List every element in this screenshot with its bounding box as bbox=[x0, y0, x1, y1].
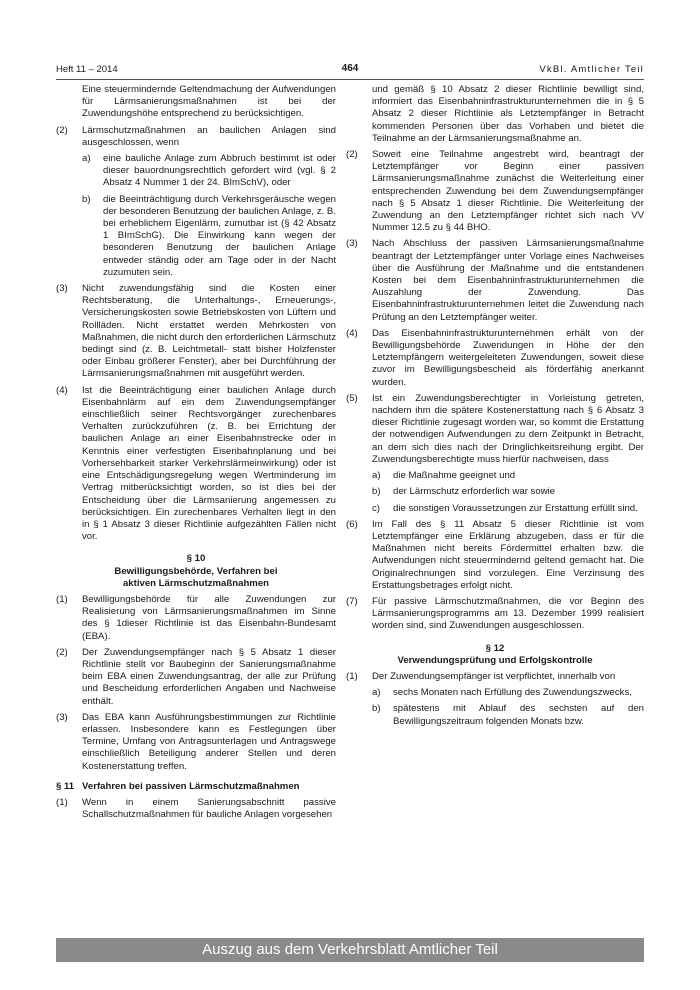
section-title: Bewilligungsbehörde, Verfahren bei bbox=[114, 565, 278, 577]
paragraph-text: Wenn in einem Sanierungsabschnitt passive Schallschutzmaßnahmen für bauliche Anlagen vorgesehen bbox=[82, 796, 336, 821]
paragraph bbox=[56, 797, 336, 821]
paragraph-text: Der Zuwendungsempfänger nach § 5 Absatz 1 dieser Richtlinie stellt vor Baubeginn der Sanierungsmaßnahme beim EBA einen Zuwendungsantrag, der alle zur Prüfung und Bescheidung erforderlichen Angaben und Nachweise enthält. bbox=[82, 646, 336, 707]
issue-label: Heft 11 – 2014 bbox=[56, 64, 118, 75]
paragraph bbox=[56, 125, 336, 149]
list-item bbox=[82, 153, 336, 190]
paragraph bbox=[346, 596, 644, 633]
header-rule bbox=[56, 79, 644, 80]
sub-list bbox=[346, 687, 644, 728]
paragraph-number: (5) bbox=[346, 392, 358, 404]
list-text: die Beeinträchtigung durch Verkehrsgeräusche wegen der besonderen Benutzung der baulichen Anlage, z. B. bei erheblichem Eigenlärm, zumutbar ist (§ 42 Absatz 1 BImSchG). Die Einwirkung kann wegen der besonderen Benutzung der baulichen Anlage entweder ständig oder am Tage oder in der Nacht zuzumuten sein. bbox=[103, 193, 336, 278]
paragraph-text: Der Zuwendungsempfänger ist verpflichtet, innerhalb von bbox=[372, 670, 616, 682]
paragraph-number: (3) bbox=[56, 711, 68, 723]
list-text: sechs Monaten nach Erfüllung des Zuwendungszwecks, bbox=[393, 687, 632, 699]
paragraph-number: (2) bbox=[56, 646, 68, 658]
paragraph-text: Ist die Beeinträchtigung einer baulichen Anlage durch Eisenbahnlärm auf ein dem Zuwendungsempfänger einschließlich seiner Rechtsvorgänger zurechenbares Verhalten zurückzuführen (z. B. bei Errichtung der baulichen Anlage an einer Eisenbahnstrecke oder in Kenntnis einer verfestigten Eisenbahnplanung und bei Vorhersehbarkeit starker Verkehrslärmeinwirkung) oder ist eine Entschädigungsregelung wegen Wertminderung im Vertrag mitberücksichtigt worden, so ist dies bei der Entscheidung über die Lärmsanierung angemessen zu berücksichtigen. Ein zurechenbares Verhalten liegt in den in § 1 Absatz 3 dieser Richtlinie aufgezählten Fällen nicht vor. bbox=[82, 384, 336, 543]
list-text: die sonstigen Voraussetzungen zur Erstattung erfüllt sind. bbox=[393, 502, 638, 514]
paragraph-number: (1) bbox=[56, 796, 68, 808]
section-number: § 11 bbox=[56, 780, 75, 792]
paragraph-number: (1) bbox=[346, 670, 358, 682]
paragraph-text: Bewilligungsbehörde für alle Zuwendungen zur Realisierung von Lärmsanierungsmaßnahmen im Sinne des § 1dieser Richtlinie ist das Eisenbahn-Bundesamt (EBA). bbox=[82, 593, 336, 642]
list-letter: b) bbox=[82, 193, 91, 205]
list-letter: b) bbox=[372, 703, 381, 715]
page-number: 464 bbox=[341, 63, 359, 74]
paragraph-number: (2) bbox=[56, 124, 68, 136]
paragraph-text: Das Eisenbahninfrastrukturunternehmen erhält von der Bewilligungsbehörde Zuwendungen in Höhe der den Letztempfängern weitergeleiteten Zuwendungen, soweit diese zuvor im Bewilligungsbescheid als förderfähig anerkannt wurden. bbox=[372, 327, 644, 388]
list-text: der Lärmschutz erforderlich war sowie bbox=[393, 486, 556, 498]
paragraph bbox=[346, 328, 644, 389]
sub-list bbox=[56, 153, 336, 279]
paragraph bbox=[56, 712, 336, 773]
paragraph-text: Das EBA kann Ausführungsbestimmungen zur Richtlinie erlassen. Insbesondere kann es Festlegungen über Termine, Umfang von Antragsunterlagen und Antragswege einschließlich Beteiligung anderer Stellen und deren Kostenerstattung treffen. bbox=[82, 711, 336, 772]
paragraph-text: Nicht zuwendungsfähig sind die Kosten einer Rechtsberatung, die Unterhaltungs-, Erneuerungs-, Versicherungskosten sowie Betriebskosten von Lüftern und Rollläden. Nicht erstattet werden Mehrkosten von Maßnahmen, die nicht durch den erforderlichen Lärmschutz bedingt sind (z. B. Leichtmetall- statt bisher Holzfenster oder Einbau größerer Fenster), aber bei Durchführung der Lärmsanierungsmaßnahmen mit ausgeführt werden. bbox=[82, 283, 336, 380]
footer-banner: Auszug aus dem Verkehrsblatt Amtlicher Teil bbox=[56, 938, 644, 962]
list-item bbox=[82, 194, 336, 279]
sub-list bbox=[346, 470, 644, 515]
section-title: Verwendungsprüfung und Erfolgskontrolle bbox=[397, 654, 593, 666]
paragraph bbox=[346, 671, 644, 683]
section-title: aktiven Lärmschutzmaßnahmen bbox=[122, 577, 270, 589]
list-item bbox=[372, 703, 644, 727]
journal-title: VkBl. Amtlicher Teil bbox=[539, 64, 644, 75]
paragraph-text: Nach Abschluss der passiven Lärmsanierungsmaßnahme beantragt der Letztempfänger unter Vorlage eines Nachweises über die Ausführung der Maßnahme und die entstandenen Kosten bei dem Eisenbahninfrastrukturunternehmen die Auszahlung der Zuwendung. Das Eisenbahninfrastrukturunternehmen leitet die Zuwendung nach Prüfung an den Letztempfänger weiter. bbox=[372, 238, 644, 323]
paragraph bbox=[56, 594, 336, 643]
paragraph-text: Im Fall des § 11 Absatz 5 dieser Richtlinie ist vom Letztempfänger eine Erklärung abzugeben, dass er für die Maßnahmen nicht bereits Fördermittel erhalten bzw. die Aufwendungen nicht steuermindernd geltend gemacht hat. Die Originalrechnungen sind vorzulegen. Eine Verzinsung des Erstattungsbetrages erfolgt nicht. bbox=[372, 518, 644, 591]
list-text: eine bauliche Anlage zum Abbruch bestimmt ist oder dieser bauordnungsrechtlich gefordert wird (vgl. § 2 Absatz 4 Nummer 1 der 24. BImSchV), oder bbox=[103, 153, 336, 189]
list-letter: a) bbox=[82, 153, 91, 165]
section-number: § 10 bbox=[186, 553, 206, 565]
list-letter: b) bbox=[372, 486, 381, 498]
paragraph-text: Ist ein Zuwendungsberechtigter in Vorleistung getreten, nachdem ihm die spätere Kostenerstattung nach § 6 Absatz 3 dieser Richtlinie zugesagt worden war, so kommt die Erstattung der notwendigen Aufwendungen zu dem Zeitpunkt in Betracht, an dem sich dies nach der Dringlichkeitsreihung ergibt. Der Zuwendungsberechtigte muss hierfür nachweisen, dass bbox=[372, 392, 644, 465]
list-item bbox=[372, 503, 644, 515]
paragraph: und gemäß § 10 Absatz 2 dieser Richtlinie bewilligt sind, informiert das Eisenbahninfrastrukturunternehmen die in § 5 Absatz 2 dieser Richtlinie als Letztempfänger in Betracht kommenden Personen über das Vorhaben und bietet die Teilnahme an der Lärmsanierungsmaßnahme an. bbox=[372, 84, 644, 144]
section-heading-12 bbox=[346, 643, 644, 667]
paragraph-number: (4) bbox=[346, 327, 358, 339]
paragraph-text: Für passive Lärmschutzmaßnahmen, die vor Beginn des Lärmsanierungsprogramms am 13. Dezember 1999 realisiert worden sind, sind Zuwendungen ausgeschlossen. bbox=[372, 595, 644, 632]
list-item bbox=[372, 486, 644, 498]
paragraph-text: Lärmschutzmaßnahmen an baulichen Anlagen sind ausgeschlossen, wenn bbox=[82, 124, 336, 148]
page-header bbox=[56, 64, 644, 78]
paragraph-number: (6) bbox=[346, 518, 358, 530]
paragraph bbox=[346, 149, 644, 234]
section-heading-11 bbox=[56, 781, 336, 793]
paragraph-number: (4) bbox=[56, 384, 68, 396]
paragraph-number: (7) bbox=[346, 595, 358, 607]
paragraph bbox=[56, 283, 336, 381]
paragraph bbox=[346, 238, 644, 323]
paragraph bbox=[346, 519, 644, 592]
list-text: die Maßnahme geeignet und bbox=[393, 470, 516, 482]
list-text: spätestens mit Ablauf des sechsten auf den Bewilligungszeitraum folgenden Monats bzw. bbox=[393, 703, 644, 727]
paragraph-number: (1) bbox=[56, 593, 68, 605]
section-title: Verfahren bei passiven Lärmschutzmaßnahmen bbox=[82, 780, 300, 792]
paragraph bbox=[56, 647, 336, 708]
paragraph bbox=[56, 385, 336, 544]
section-heading-10 bbox=[56, 553, 336, 590]
paragraph: Eine steuermindernde Geltendmachung der Aufwendungen für Lärmsanierungsmaßnahmen ist bei der Zuwendungshöhe entsprechend zu berücksichtigen. bbox=[82, 84, 336, 120]
list-letter: c) bbox=[372, 502, 380, 514]
paragraph-number: (3) bbox=[56, 283, 68, 295]
list-item bbox=[372, 687, 644, 699]
paragraph-text: Soweit eine Teilnahme angestrebt wird, beantragt der Letztempfänger vor Beginn einer passiven Lärmsanierungsmaßnahme zunächst die Weiterleitung einer entsprechenden Zuwendung bei dem Zuwendungsempfänger nach § 5 Absatz 1 dieser Richtlinie. Die Weiterleitung der Zuwendung an den Letztempfänger richtet sich nach VV Nummer 12.5 zu § 44 BHO. bbox=[372, 149, 644, 234]
list-letter: a) bbox=[372, 687, 381, 699]
right-column bbox=[346, 84, 644, 732]
paragraph bbox=[346, 393, 644, 466]
list-item bbox=[372, 470, 644, 482]
paragraph-number: (3) bbox=[346, 238, 358, 250]
paragraph-number: (2) bbox=[346, 149, 358, 161]
left-column bbox=[56, 84, 336, 825]
section-number: § 12 bbox=[485, 642, 505, 654]
list-letter: a) bbox=[372, 470, 381, 482]
